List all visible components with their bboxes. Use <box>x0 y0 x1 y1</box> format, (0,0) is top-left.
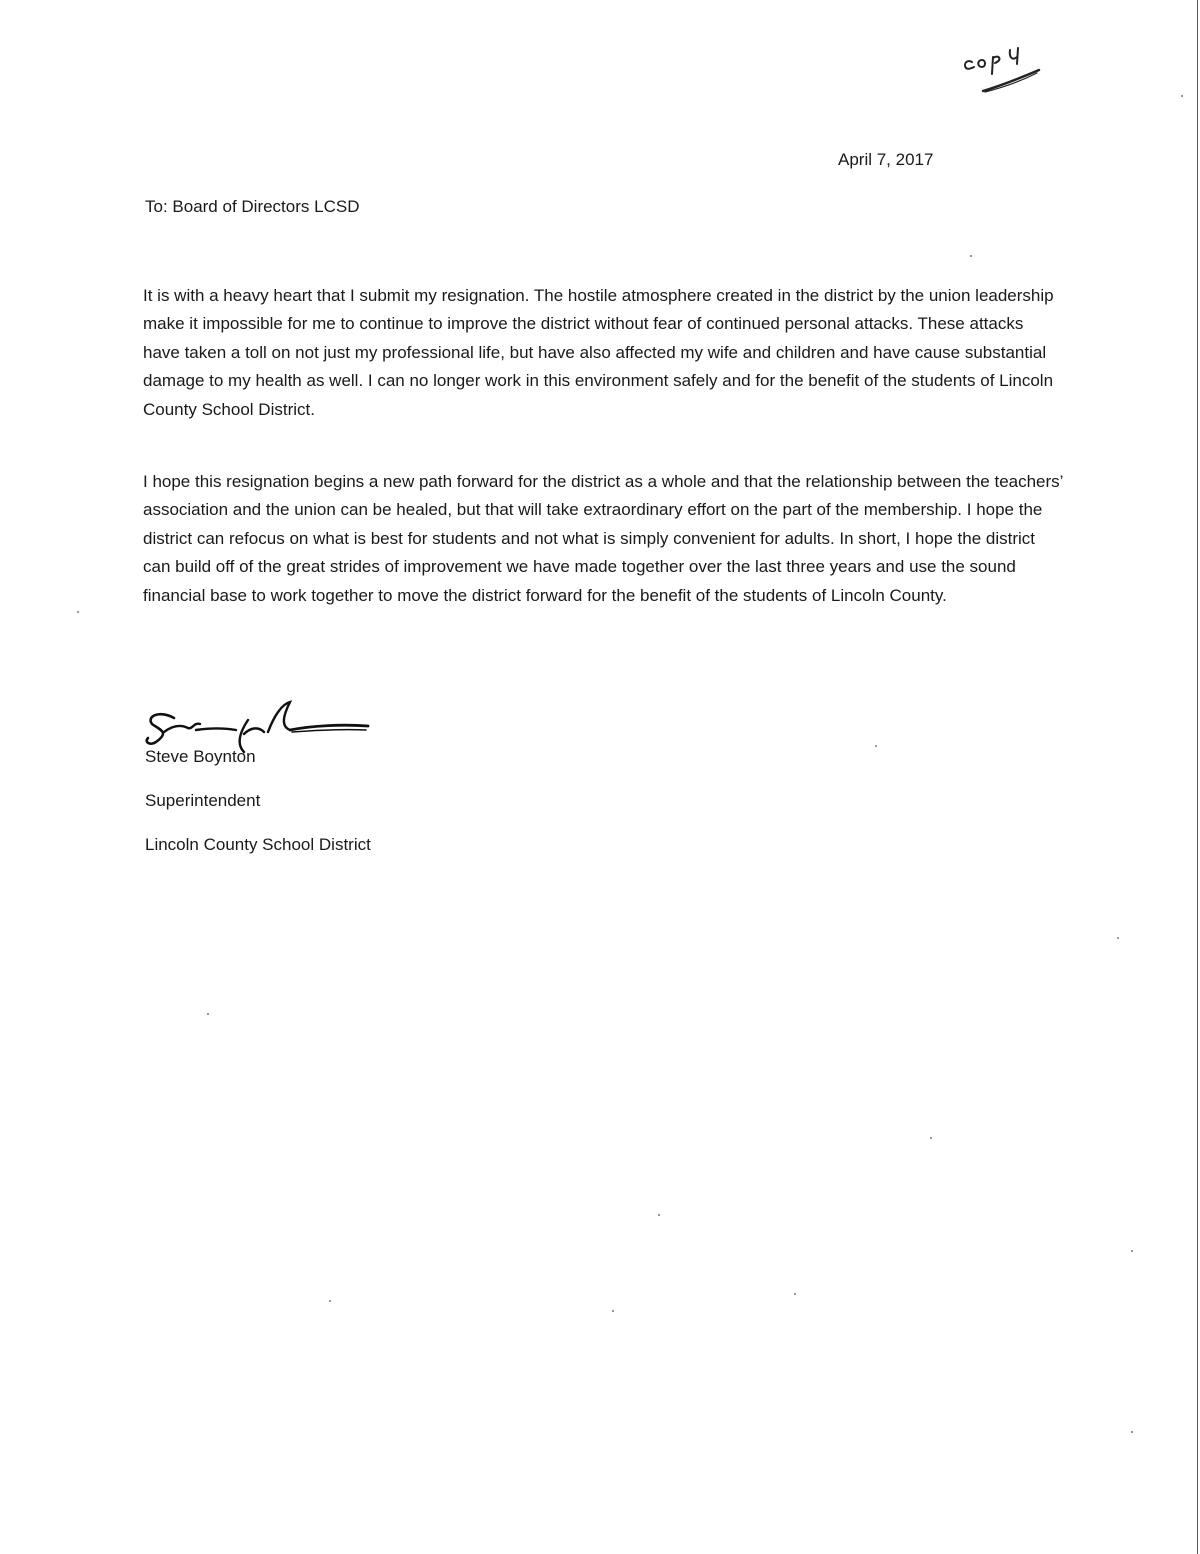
scan-speck <box>658 1214 660 1216</box>
signer-name: Steve Boynton <box>145 747 256 766</box>
scan-speck <box>1181 95 1183 97</box>
scan-speck <box>930 1137 932 1139</box>
body-paragraph: I hope this resignation begins a new path forward for the district as a whole and that the relationship between the teachers’ association and the union can be healed, but that will take extraordinary effort on the part of the membership. I hope the district can refocus on what is best for students and not what is simply convenient for adults. In short, I hope the district can build off of the great strides of improvement we have made together over the last three years and use the sound financial base to work together to move the district forward for the benefit of the students of Lincoln County. <box>143 472 1063 605</box>
scan-speck <box>875 745 877 747</box>
handwritten-copy-mark <box>955 40 1055 100</box>
scan-edge <box>1197 0 1198 1554</box>
scan-speck <box>612 1310 614 1312</box>
scan-speck <box>1117 937 1119 939</box>
scan-speck <box>794 1293 796 1295</box>
letter-date: April 7, 2017 <box>838 150 934 169</box>
signer-title: Superintendent <box>145 791 261 810</box>
scan-speck <box>1131 1431 1133 1433</box>
scan-speck <box>970 255 972 257</box>
scan-speck <box>1131 1250 1133 1252</box>
body-paragraph: It is with a heavy heart that I submit my resignation. The hostile atmosphere created in the district by the union leadership make it impossible for me to continue to improve the district without fear of continued personal attacks. These attacks have taken a toll on not just my professional life, but have also affected my wife and children and have cause substantial damage to my health as well. I can no longer work in this environment safely and for the benefit of the students of Lincoln County School District. <box>143 286 1054 419</box>
scan-speck <box>207 1013 209 1015</box>
scan-speck <box>77 611 79 613</box>
signer-organization: Lincoln County School District <box>145 835 371 854</box>
letter-recipient: To: Board of Directors LCSD <box>145 197 360 216</box>
scan-speck <box>329 1300 331 1302</box>
